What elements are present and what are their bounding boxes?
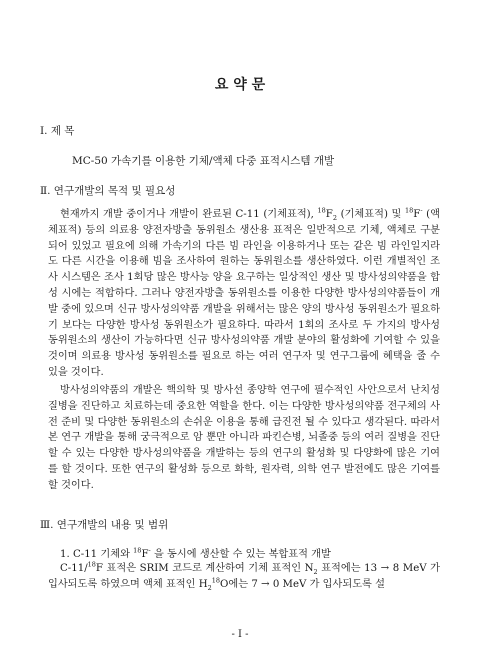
section-2-heading: Ⅱ. 연구개발의 목적 및 필요성 <box>40 185 176 197</box>
page-title: 요 약 문 <box>214 77 266 93</box>
subsection-1-heading: 1. C-11 기체와 $^{18}$F- 을 동시에 생산할 수 있는 복합표적 개발 <box>60 546 331 560</box>
section-3-heading: Ⅲ. 연구개발의 내용 및 범위 <box>40 519 169 531</box>
project-title: MC-50 가속기를 이용한 기체/액체 다중 표적시스템 개발 <box>72 155 335 167</box>
section-1-heading: Ⅰ. 제 목 <box>40 125 75 137</box>
target-description-paragraph: C-11/$^{18}$F 표적은 SRIM 코드로 계산하여 기체 표적인 $N_2$ 표적에는 13 → 8 MeV 가 입사되도록 하였으며 액체 표적인 $H_2^{18}O$에는 7 → 0 MeV 가 입사되도록 설 <box>48 560 440 592</box>
purpose-paragraph-1: 현재까지 개발 중이거나 개발이 완료된 C-11 (기체표적), $^{18}F_2$ (기체표적) 및 $^{18}$F- (액체표적) 등의 의료용 양전자방출 동위원소 생산용 표적은 일반적으로 기체, 액체로 구분되어 있었고 필요에 의해 가속기의 다른 빔 라인을 이용하거나 또는 같은 빔 라인일지라도 다른 시간을 이용해 빔을 조사하여 원하는 동위원소를 생산하였다. 이런 개별적인 조사 시스템은 조사 1회당 많은 방사능 양을 요구하는 일상적인 생산 및 방사성의약품을 합성 시에는 적합하다. 그러나 양전자방출 동위원소를 이용한 다양한 방사성의약품들이 개발 중에 있으며 신규 방사성의약품 개발을 위해서는 많은 양의 방사성 동위원소가 필요하기 보다는 다양한 방사성 동위원소가 필요하다. 따라서 1회의 조사로 두 가지의 방사성 동위원소의 생산이 가능하다면 신규 방사성의약품 개발 분야의 활성화에 기여할 수 있을 것이며 의료용 방사성 동위원소를 필요로 하는 여러 연구자 및 연구그룹에 혜택을 줄 수 있을 것이다. <box>48 206 440 378</box>
page-number: - I - <box>231 629 249 640</box>
purpose-paragraph-2: 방사성의약품의 개발은 핵의학 및 방사선 종양학 연구에 필수적인 사안으로서 난치성 질병을 진단하고 치료하는데 중요한 역할을 한다. 이는 다양한 방사성의약품 전구체의 사전 준비 및 다양한 동위원소의 손쉬운 이용을 통해 급진전 될 수 있다고 생각된다. 따라서 본 연구 개발을 통해 궁극적으로 암 뿐만 아니라 파킨슨병, 뇌졸중 등의 여러 질병을 진단할 수 있는 다양한 방사성의약품을 개발하는 등의 연구의 활성화 및 다양화에 많은 기여를 할 것이다. 또한 연구의 활성화 등으로 화학, 원자력, 의학 연구 발전에도 많은 기여를 할 것이다. <box>48 385 440 491</box>
